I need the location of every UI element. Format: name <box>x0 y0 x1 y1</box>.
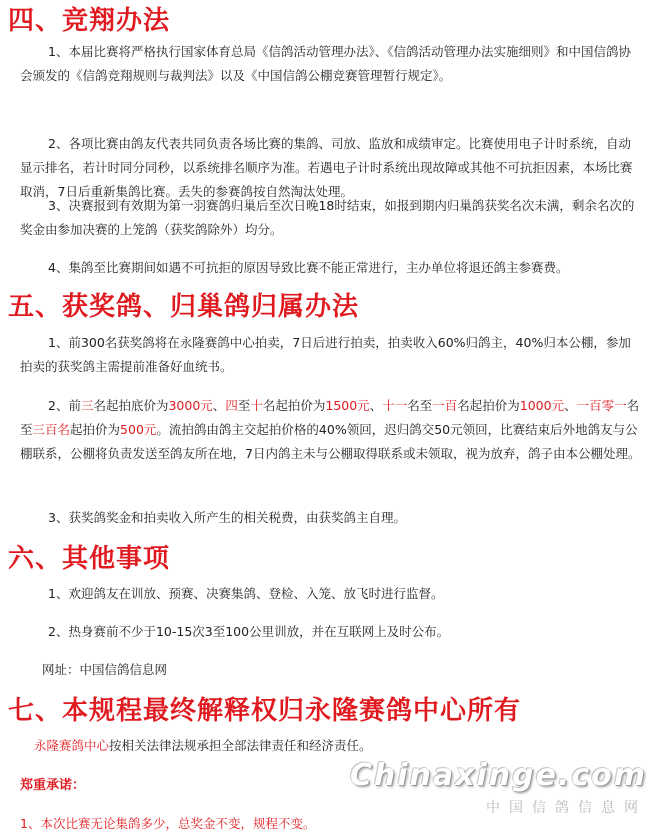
watermark-cn-text: 中国信鸽信息网 <box>486 800 647 816</box>
section-4-paragraph-1: 1、本届比赛将严格执行国家体育总局《信鸽活动管理办法》、《信鸽活动管理办法实施细则》和中国信鸽协会颁发的《信鸽竞翔规则与裁判法》以及《中国信鸽公棚竞赛管理暂行规定》。 <box>20 44 631 83</box>
section-4-paragraph-2: 2、各项比赛由鸽友代表共同负责各场比赛的集鸽、司放、监放和成绩审定。比赛使用电子计时系统，自动显示排名，若计时同分同秒，以系统排名顺序为准。若遇电子计时系统出现故障或其他不可抗拒因素，本场比赛取消，7日后重新集鸽比赛。丢失的参赛鸽按自然淘汰处理。 <box>20 136 633 199</box>
responsibility-statement: 永隆赛鸽中心按相关法律法规承担全部法律责任和经济责任。 <box>34 738 372 753</box>
section-4-heading: 四、竞翔办法 <box>8 6 171 36</box>
section-5-paragraph-3: 3、获奖鸽奖金和拍卖收入所产生的相关税费，由获奖鸽主自理。 <box>48 510 406 525</box>
promise-item-1: 1、本次比赛无论集鸽多少，总奖金不变，规程不变。 <box>20 816 316 831</box>
section-7-heading: 七、本规程最终解释权归永隆赛鸽中心所有 <box>8 696 522 726</box>
section-4-paragraph-3: 3、决赛报到有效期为第一羽赛鸽归巢后至次日晚18时结束，如报到期内归巢鸽获奖名次未满，剩余名次的奖金由参加决赛的上笼鸽（获奖鸽除外）均分。 <box>20 198 635 237</box>
promise-title: 郑重承诺： <box>20 778 86 793</box>
section-6-heading: 六、其他事项 <box>8 544 171 574</box>
section-6-paragraph-2: 2、热身赛前不少于10-15次3至100公里训放，并在互联网上及时公布。 <box>48 624 450 639</box>
website-line: 网址：中国信鸽信息网 <box>42 662 168 677</box>
section-4-paragraph-4: 4、集鸽至比赛期间如遇不可抗拒的原因导致比赛不能正常进行，主办单位将退还鸽主参赛费。 <box>48 260 569 275</box>
org-name: 永隆赛鸽中心 <box>34 738 110 753</box>
section-5-paragraph-1: 1、前300名获奖鸽将在永隆赛鸽中心拍卖，7日后进行拍卖，拍卖收入60%归鸽主，40%归本公棚，参加拍卖的获奖鸽主需提前准备好血统书。 <box>20 335 631 374</box>
section-5-paragraph-2: 2、前三名起拍底价为3000元、四至十名起拍价为1500元、十一名至一百名起拍价为1000元、一百零一名至三百名起拍价为500元。流拍鸽由鸽主交起拍价格的40%领回，迟归鸽交50元领回，比赛结束后外地鸽友与公棚联系，公棚将负责发送至鸽友所在地，7日内鸽主未与公棚取得联系或未领取，视为放弃，鸽子由本公棚处理。 <box>20 398 641 461</box>
site-watermark <box>350 758 647 817</box>
section-5-heading: 五、获奖鸽、归巢鸽归属办法 <box>8 292 360 322</box>
section-6-paragraph-1: 1、欢迎鸽友在训放、预赛、决赛集鸽、登检、入笼、放飞时进行监督。 <box>48 586 444 601</box>
watermark-logo-text: Chinaxinge.com <box>349 758 647 793</box>
